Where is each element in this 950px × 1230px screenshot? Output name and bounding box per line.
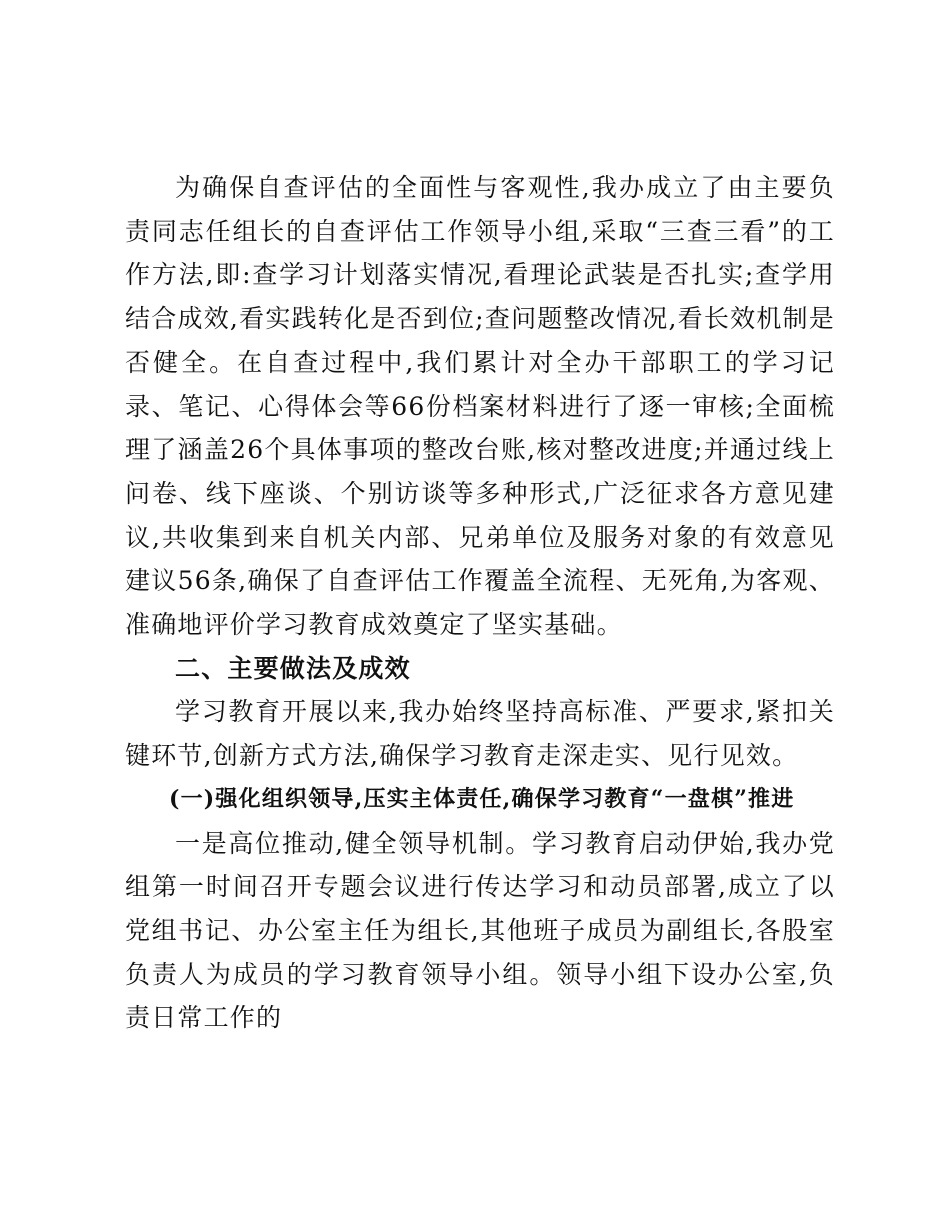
paragraph-self-assessment: 为确保自查评估的全面性与客观性,我办成立了由主要负责同志任组长的自查评估工作领导小组,采取“三查三看”的工作方法,即:查学习计划落实情况,看理论武装是否扎实;查学用结合成效,看实践转化是否到位;查问题整改情况,看长效机制是否健全。在自查过程中,我们累计对全办干部职工的学习记录、笔记、心得体会等66份档案材料进行了逐一审核;全面梳理了涵盖26个具体事项的整改台账,核对整改进度;并通过线上问卷、线下座谈、个别访谈等多种形式,广泛征求各方意见建议,共收集到来自机关内部、兄弟单位及服务对象的有效意见建议56条,确保了自查评估工作覆盖全流程、无死角,为客观、准确地评价学习教育成效奠定了坚实基础。 bbox=[125, 173, 835, 640]
document-body bbox=[125, 166, 835, 1040]
section-heading-main-practices: 二、主要做法及成效 bbox=[175, 653, 411, 683]
paragraph-overview: 学习教育开展以来,我办始终坚持高标准、严要求,紧扣关键环节,创新方式方法,确保学习教育走深走实、见行见效。 bbox=[125, 697, 835, 771]
paragraph-leadership-mechanism: 一是高位推动,健全领导机制。学习教育启动伊始,我办党组第一时间召开专题会议进行传达学习和动员部署,成立了以党组书记、办公室主任为组长,其他班子成员为副组长,各股室负责人为成员的学习教育领导小组。领导小组下设办公室,负责日常工作的 bbox=[125, 828, 835, 1033]
subsection-heading-leadership: (一)强化组织领导,压实主体责任,确保学习教育“一盘棋”推进 bbox=[169, 785, 795, 812]
